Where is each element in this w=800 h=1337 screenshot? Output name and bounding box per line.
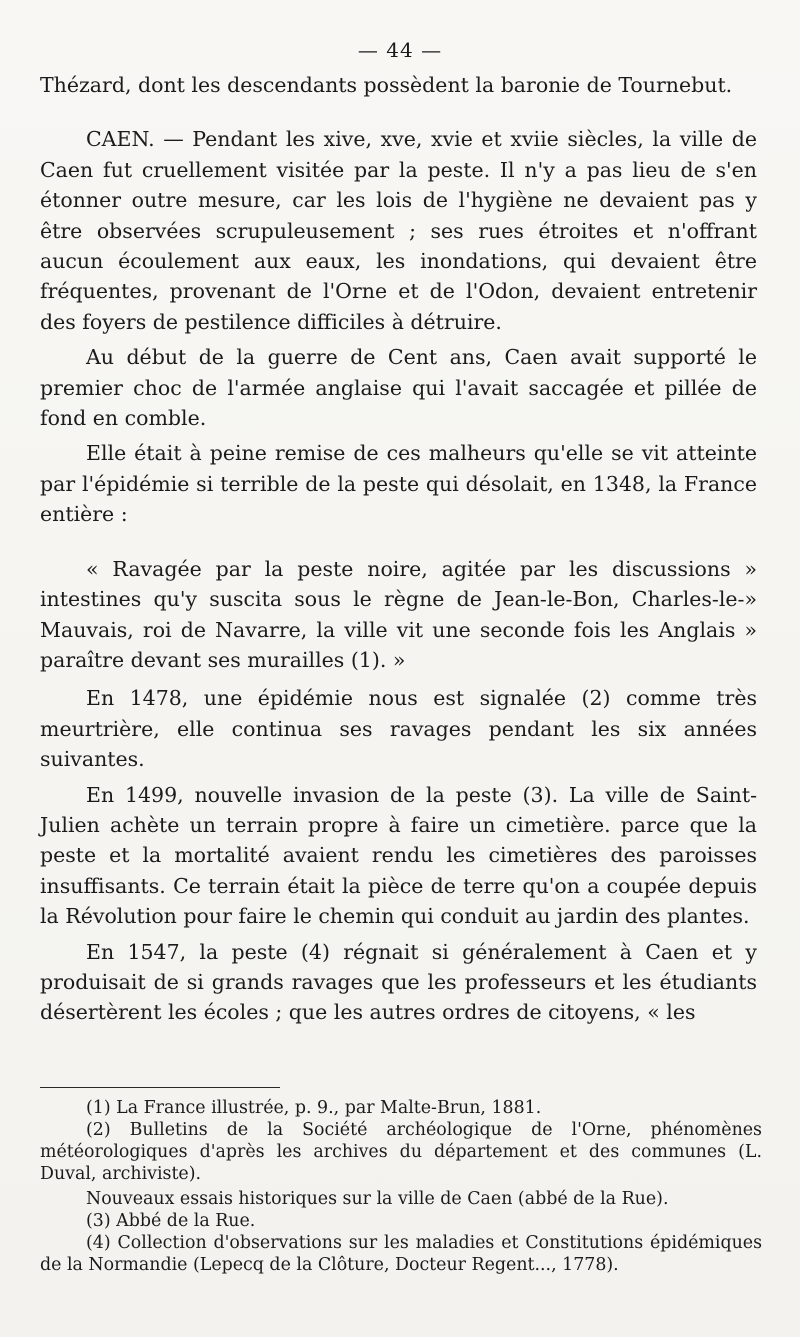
main-text [40, 70, 757, 1033]
paragraph-epidemie-1348: Elle était à peine remise de ces malheurs qu'elle se vit atteinte par l'épidémie si terrible de la peste qui désolait, en 1348, la France entière : [40, 441, 757, 527]
footnote-divider [40, 1087, 280, 1088]
footnotes [40, 1100, 762, 1279]
page-number: — 44 — [357, 38, 443, 62]
quotation-peste-noire: « Ravagée par la peste noire, agitée par les discussions » intestines qu'y suscita sous le règne de Jean-le-Bon, Charles-le-» Mauvais, roi de Navarre, la ville vit une seconde fois les Anglais » paraître devant ses murailles (1). » [40, 556, 757, 672]
paragraph-guerre-cent-ans: Au début de la guerre de Cent ans, Caen avait supporté le premier choc de l'armée anglaise qui l'avait saccagée et pillée de fond en comble. [40, 345, 757, 431]
footnote-4: (4) Collection d'observations sur les maladies et Constitutions épidémiques de la Normandie (Lepecq de la Clôture, Docteur Regent..., 1778). [40, 1233, 762, 1275]
footnote-2: (2) Bulletins de la Société archéologique de l'Orne, phénomènes météorologiques d'après les archives du département et des communes (L. Duval, archiviste). [40, 1120, 762, 1184]
paragraph-caen: CAEN. — Pendant les xive, xve, xvie et xviie siècles, la ville de Caen fut cruellement visitée par la peste. Il n'y a pas lieu de s'en étonner outre mesure, car les lois de l'hygiène ne devaient pas y être observées scrupuleusement ; ses rues étroites et n'offrant aucun écoulement aux eaux, les inondations, qui devaient être fréquentes, provenant de l'Orne et de l'Odon, devaient entretenir des foyers de pestilence difficiles à détruire. [40, 127, 757, 334]
footnote-3: (3) Abbé de la Rue. [86, 1211, 256, 1231]
footnote-2-continued: Nouveaux essais historiques sur la ville de Caen (abbé de la Rue). [86, 1189, 669, 1209]
footnote-1: (1) La France illustrée, p. 9., par Malte-Brun, 1881. [86, 1098, 542, 1118]
paragraph-1478: En 1478, une épidémie nous est signalée (2) comme très meurtrière, elle continua ses ravages pendant les six années suivantes. [40, 686, 757, 772]
paragraph-tournebut: Thézard, dont les descendants possèdent la baronie de Tournebut. [40, 73, 733, 97]
paragraph-1499: En 1499, nouvelle invasion de la peste (3). La ville de Saint-Julien achète un terrain propre à faire un cimetière. parce que la peste et la mortalité avaient rendu les cimetières des paroisses insuffisants. Ce terrain était la pièce de terre qu'on a coupée depuis la Révolution pour faire le chemin qui conduit au jardin des plantes. [40, 782, 757, 929]
paragraph-1547: En 1547, la peste (4) régnait si généralement à Caen et y produisait de si grands ravages que les professeurs et les étudiants désertèrent les écoles ; que les autres ordres de citoyens, « les [40, 939, 757, 1025]
